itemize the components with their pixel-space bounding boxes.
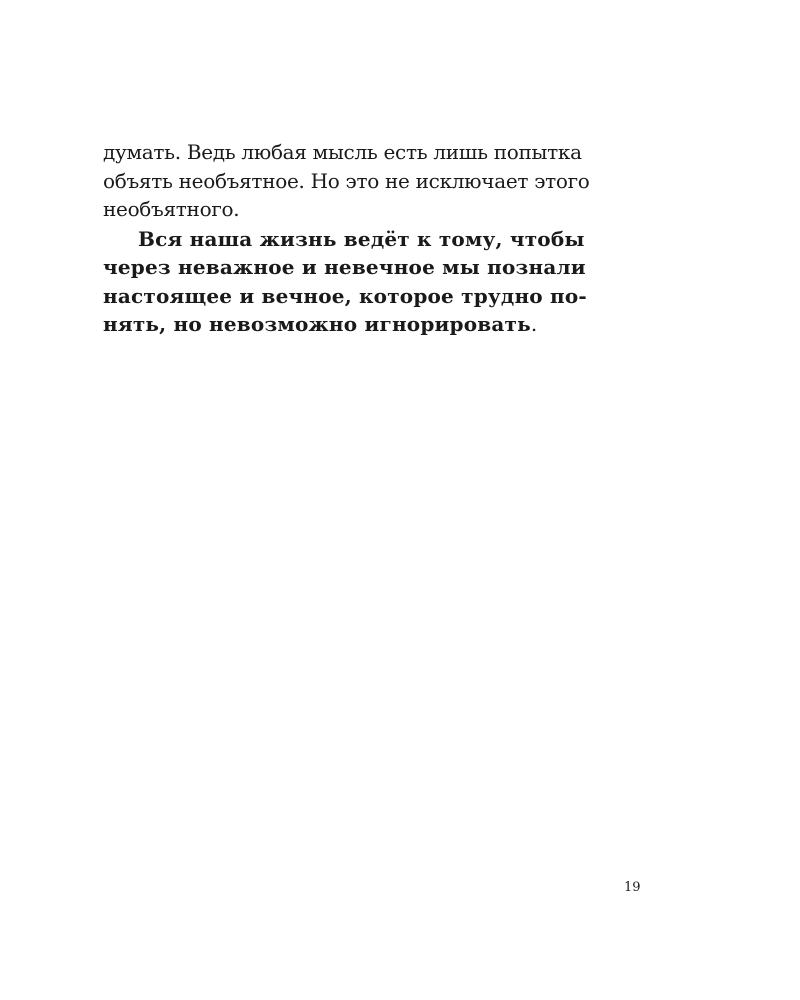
paragraph-line: настоящее и вечное, которое трудно по- — [103, 283, 587, 308]
paragraph-line-text: нять, но невозможно игнорировать — [103, 312, 531, 336]
paragraph-line: Вся наша жизнь ведёт к тому, чтобы — [138, 226, 585, 251]
final-period: . — [530, 312, 538, 336]
paragraph-line: необъятного. — [103, 197, 240, 221]
text-block — [103, 138, 638, 339]
page-number: 19 — [624, 880, 641, 895]
paragraph-bold — [103, 225, 638, 339]
paragraph-line: объять необъятное. Но это не исключает этого — [103, 168, 590, 193]
paragraph-line: думать. Ведь любая мысль есть лишь попытка — [103, 140, 582, 164]
paragraph-regular — [103, 138, 638, 224]
paragraph-line-last — [103, 310, 638, 339]
paragraph-line: через неважное и невечное мы познали — [103, 255, 586, 279]
